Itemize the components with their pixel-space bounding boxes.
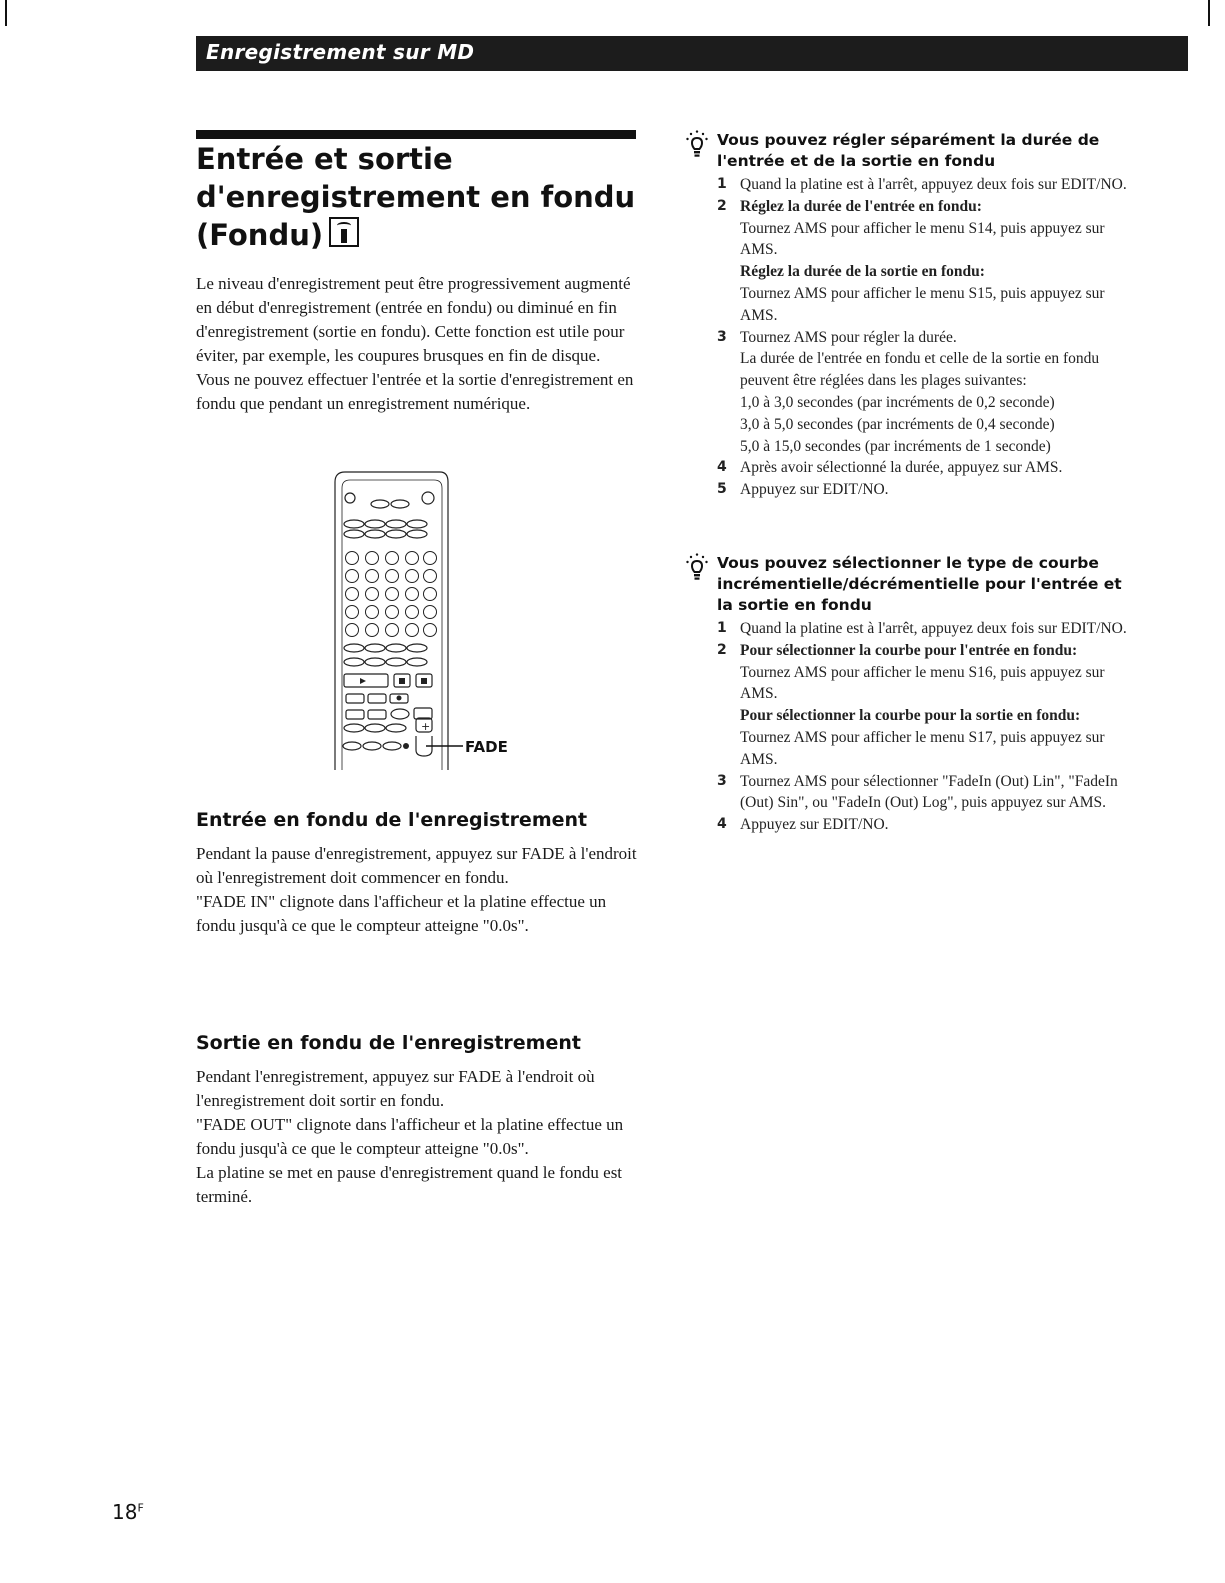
list-item: 1 Quand la platine est à l'arrêt, appuyez deux fois sur EDIT/NO.: [717, 176, 1127, 193]
intro-text: [196, 272, 646, 416]
list-item: 3 Tournez AMS pour régler la durée. La durée de l'entrée en fondu et celle de la sortie en fondu peuvent être réglées dans les plages suivantes: 1,0 à 3,0 secondes (par incréments de 0,2 seconde) 3,0 à 5,0 secondes (par incréments de 0,4 seconde) 5,0 à 15,0 secondes (par incréments de 1 seconde): [717, 328, 1100, 455]
list-item: 2 Réglez la durée de l'entrée en fondu: Tournez AMS pour afficher le menu S14, puis appuyez sur AMS. Réglez la durée de la sortie en fondu: Tournez AMS pour afficher le menu S15, puis appuyez sur AMS.: [717, 197, 1105, 324]
tip-fade-curve: [683, 553, 1133, 836]
edge-mark-left: [5, 0, 7, 26]
list-item: 4 Appuyez sur EDIT/NO.: [717, 816, 889, 834]
intro-paragraph-1: Le niveau d'enregistrement peut être progressivement augmenté en début d'enregistrement (entrée en fondu) ou diminué en fin d'enregistrement (sortie en fondu). Cette fonction est utile pour éviter, par exemple, les coupures brusques en fin de disque.: [196, 274, 631, 365]
page-number: $18^F$: [112, 1500, 144, 1524]
page-title-line-3: [196, 216, 656, 254]
section-title: Enregistrement sur MD: [206, 40, 475, 64]
fade-out-paragraph-2: "FADE OUT" clignote dans l'afficheur et la platine effectue un fondu jusqu'à ce que le compteur atteigne "0.0s".: [196, 1115, 624, 1158]
tip-1-steps: [683, 174, 1133, 501]
tip-lightbulb-icon: [683, 130, 713, 160]
title-rule: [196, 130, 636, 139]
page-title-line-1: Entrée et sortie: [196, 142, 453, 176]
fade-in-text: [196, 842, 646, 938]
svg-text:+: +: [421, 720, 431, 733]
page-title-line-2: d'enregistrement en fondu: [196, 180, 636, 214]
list-item: 5 Appuyez sur EDIT/NO.: [717, 481, 889, 499]
fade-out-text: [196, 1065, 646, 1209]
fade-in-paragraph-1: Pendant la pause d'enregistrement, appuyez sur FADE à l'endroit où l'enregistrement doit commencer en fondu.: [196, 844, 637, 887]
page-title-line-3-text: (Fondu): [196, 218, 324, 252]
intro-paragraph-2: Vous ne pouvez effectuer l'entrée et la sortie d'enregistrement en fondu que pendant un enregistrement numérique.: [196, 370, 634, 413]
fade-out-paragraph-3: La platine se met en pause d'enregistrement quand le fondu est terminé.: [196, 1163, 623, 1206]
tip-lightbulb-icon: [683, 553, 713, 583]
tip-2-title: Vous pouvez sélectionner le type de courbe incrémentielle/décrémentielle pour l'entrée et la sortie en fondu: [717, 554, 1122, 614]
list-item: 1 Quand la platine est à l'arrêt, appuyez deux fois sur EDIT/NO.: [717, 620, 1127, 637]
fade-in-heading: Entrée en fondu de l'enregistrement: [196, 809, 588, 831]
section-header-bar: [196, 36, 1188, 71]
tip-1-title: Vous pouvez régler séparément la durée de l'entrée et de la sortie en fondu: [717, 131, 1100, 170]
fade-button-callout: FADE: [465, 738, 508, 756]
list-item: 3 Tournez AMS pour sélectionner "FadeIn (Out) Lin", "FadeIn (Out) Sin", ou "FadeIn (Out) Log", puis appuyez sur AMS.: [717, 772, 1118, 812]
list-item: 4 Après avoir sélectionné la durée, appuyez sur AMS.: [717, 459, 1063, 477]
list-item: 2 Pour sélectionner la courbe pour l'entrée en fondu: Tournez AMS pour afficher le menu S16, puis appuyez sur AMS. Pour sélectionner la courbe pour la sortie en fondu: Tournez AMS pour afficher le menu S17, puis appuyez sur AMS.: [717, 641, 1105, 768]
remote-control-icon: [329, 217, 359, 247]
edge-mark-right: [1208, 0, 1210, 26]
fade-out-heading: Sortie en fondu de l'enregistrement: [196, 1032, 581, 1054]
tip-fade-duration: [683, 130, 1133, 501]
tip-2-steps: [683, 618, 1133, 836]
page-title: [196, 140, 656, 254]
fade-out-paragraph-1: Pendant l'enregistrement, appuyez sur FADE à l'endroit où l'enregistrement doit sortir en fondu.: [196, 1067, 595, 1110]
fade-in-paragraph-2: "FADE IN" clignote dans l'afficheur et la platine effectue un fondu jusqu'à ce que le compteur atteigne "0.0s".: [196, 892, 607, 935]
remote-control-illustration: [330, 470, 545, 770]
